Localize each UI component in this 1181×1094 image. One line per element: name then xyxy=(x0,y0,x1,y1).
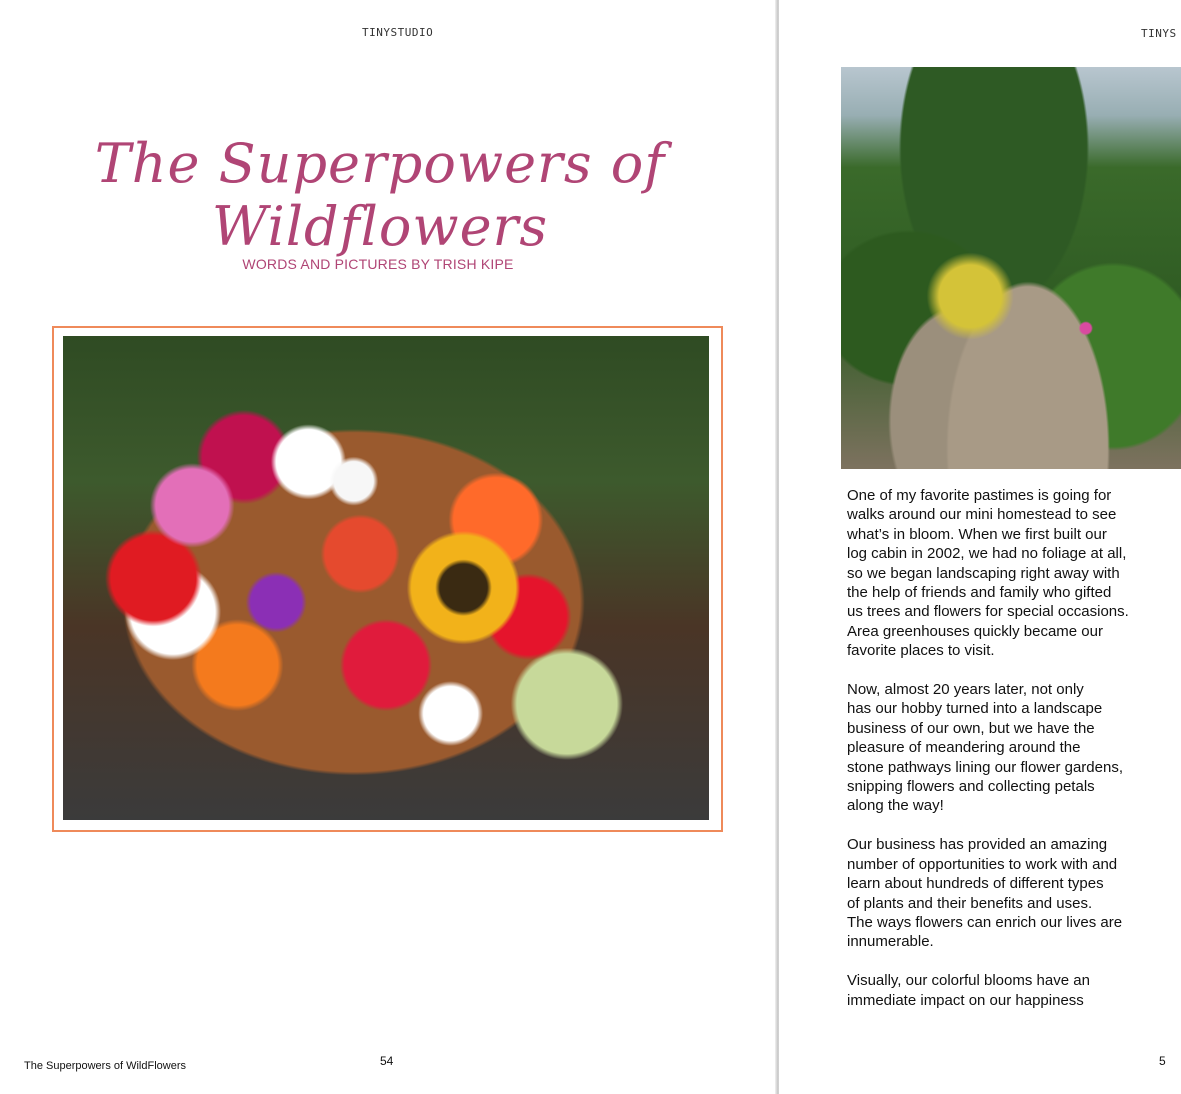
paragraph: One of my favorite pastimes is going for walks around our mini homestead to see what’s in bloom. When we first built our log cabin in 2002, we had no foliage at all, so we began landscaping right away with the help of friends and family who gifted us trees and flowers for special occasions. Area greenhouses quickly became our favorite places to visit. xyxy=(847,487,1129,660)
article-body xyxy=(847,486,1167,1029)
page-number: 54 xyxy=(380,1054,394,1068)
page-number: 5 xyxy=(1159,1054,1166,1068)
flower-basket-photo xyxy=(63,336,709,820)
garden-path-photo xyxy=(841,67,1181,469)
paragraph: Now, almost 20 years later, not only has our hobby turned into a landscape business of our own, but we have the pleasure of meandering around the stone pathways lining our flower gardens, snipping flowers and collecting petals along the way! xyxy=(847,681,1123,815)
flower-basket-photo-frame xyxy=(52,326,723,832)
paragraph: Visually, our colorful blooms have an immediate impact on our happiness xyxy=(847,972,1090,1009)
running-head: TINYS xyxy=(1141,27,1177,40)
running-foot: The Superpowers of WildFlowers xyxy=(24,1060,187,1072)
article-title: The Superpowers of Wildflowers xyxy=(94,132,666,258)
right-page xyxy=(779,0,1177,1094)
paragraph: Our business has provided an amazing number of opportunities to work with and learn about hundreds of different types of plants and their benefits and uses. The ways flowers can enrich our lives are innumerable. xyxy=(847,836,1123,951)
running-head: TINYSTUDIO xyxy=(362,26,434,39)
byline: WORDS AND PICTURES BY TRISH KIPE xyxy=(242,256,514,272)
